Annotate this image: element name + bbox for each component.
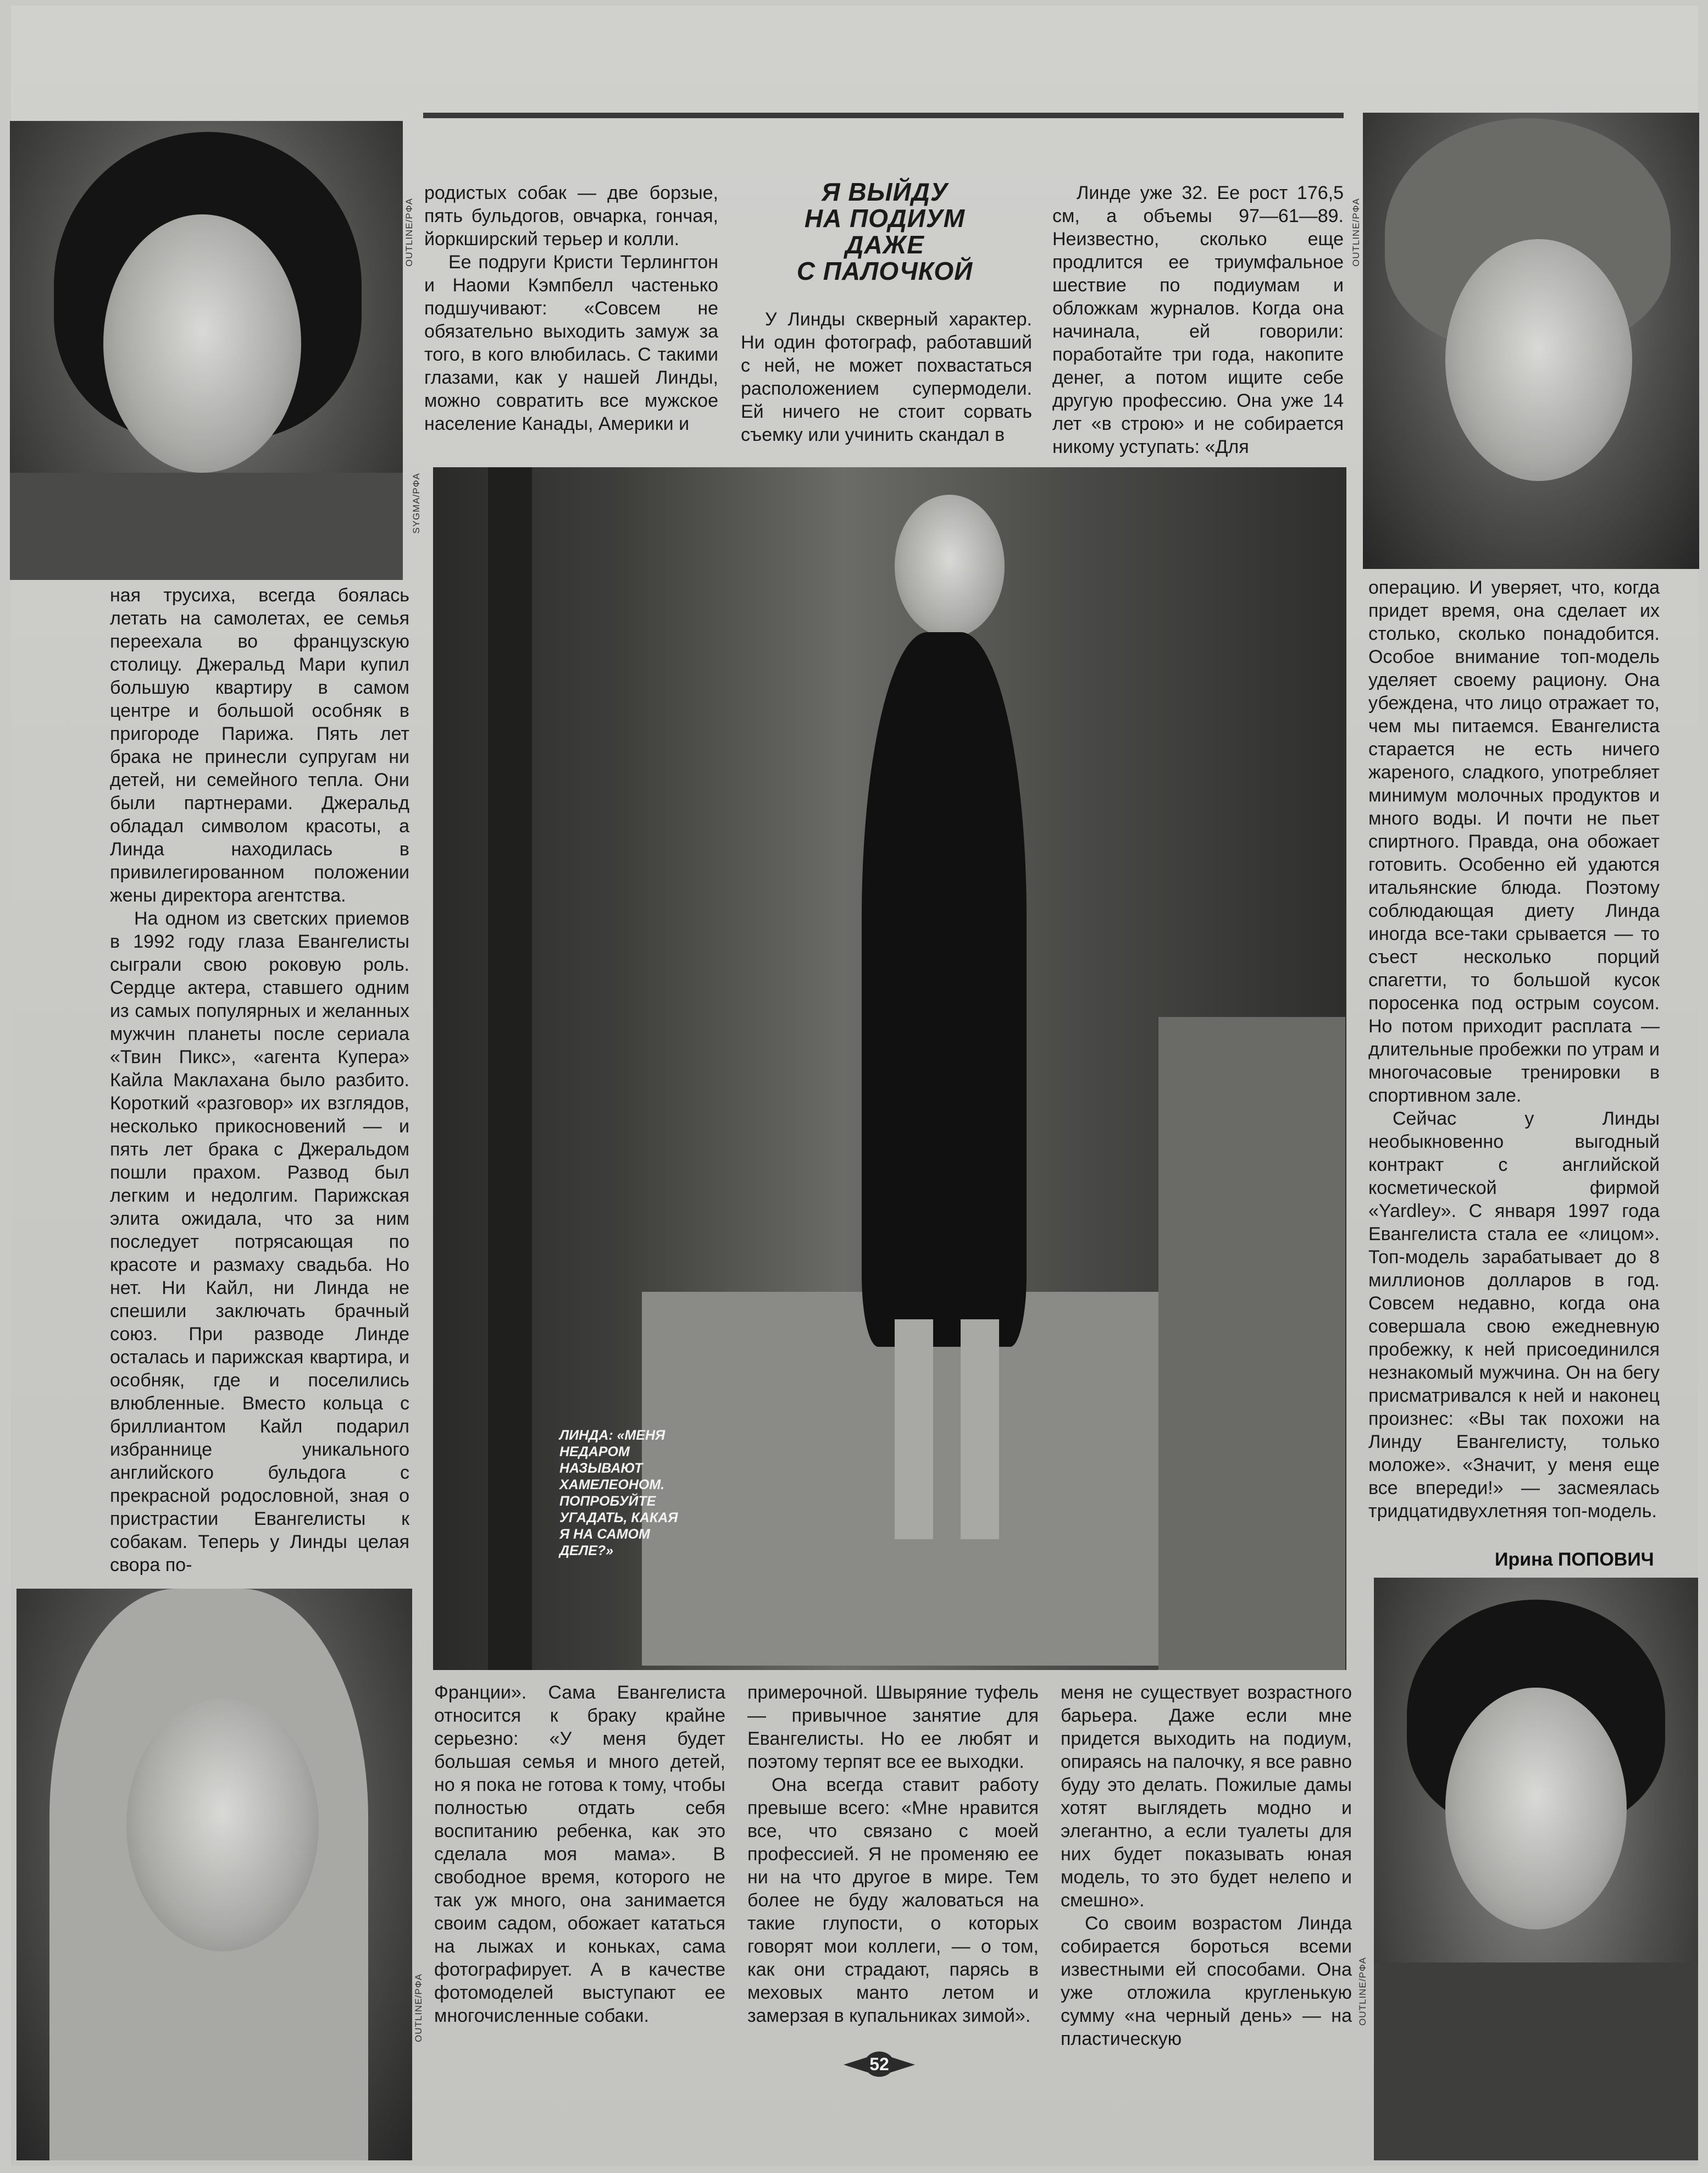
- photo-credit-top-left: OUTLINE/PФA: [404, 198, 414, 267]
- page-number-emblem: [844, 2045, 915, 2083]
- paragraph: операцию. И уверяет, что, когда придет время, она сделает их столько, сколько понадобится. Особое внимание топ-модель уделяет своему рациону. Она убеждена, что лицо отражает то, чем мы питаемся. Евангелиста старается не есть ничего жареного, сладкого, употребляет минимум молочных продуктов и много воды. И почти не пьет спиртного. Правда, она обожает готовить. Особенно ей удаются итальянские блюда. Поэтому соблюдающая диету Линда иногда все-таки срывается — то съест несколько порций спагетти, то большой кусок поросенка под острым соусом. Но потом приходит расплата — длительные пробежки по утрам и многочасовые тренировки в спортивном зале.: [1368, 577, 1660, 1106]
- text-column-right: [1368, 576, 1660, 1523]
- photo-credit-bottom-left: OUTLINE/PФA: [413, 1973, 424, 2043]
- article-author: Ирина ПОПОВИЧ: [1495, 1549, 1654, 1570]
- paragraph: примерочной. Швыряние туфель — привычное занятие для Евангелисты. Но ее любят и поэтому терпят все ее выходки.: [747, 1682, 1039, 1772]
- paragraph: ная трусиха, всегда боялась летать на самолетах, ее семья переехала во французскую столицу. Джеральд Мари купил большую квартиру в самом центре и большой особняк в пригороде Парижа. Пять лет брака не принесли супругам ни детей, ни семейного тепла. Они были партнерами. Джеральд обладал символом красоты, а Линда находилась в привилегированном положении жены директора агентства.: [110, 585, 409, 906]
- text-column-top-2: [741, 308, 1032, 446]
- paragraph: Линде уже 32. Ее рост 176,5 см, а объемы 97—61—89. Неизвестно, сколько еще продлится ее триумфальное шествие по подиумам и обложкам журналов. Когда она начинала, ей говорили: поработайте три года, накопите денег, а потом ищите себе другую профессию. Она уже 14 лет «в строю» и не собирается никому уступать: «Для: [1052, 183, 1344, 457]
- photo-top-right-portrait: [1363, 113, 1699, 569]
- paragraph: Она всегда ставит работу превыше всего: «Мне нравится все, что связано с моей профессией. Я не променяю ее ни на что другое в мире. Тем более не буду жаловаться на такие глупости, о которых говорят мои коллеги, — о том, как они страдают, парясь в меховых манто летом и замерзая в купальниках зимой».: [747, 1774, 1039, 2026]
- text-column-bottom-2: [747, 1681, 1039, 2027]
- photo-credit-bottom-right: OUTLINE/PФA: [1357, 1957, 1368, 2026]
- paragraph: У Линды скверный характер. Ни один фотограф, работавший с ней, не может похвастаться расположением супермодели. Ей ничего не стоит сорвать съемку или учинить скандал в: [741, 309, 1032, 445]
- paragraph: Ее подруги Кристи Терлингтон и Наоми Кэмпбелл частенько подшучивают: «Совсем не обязательно выходить замуж за того, в кого влюбилась. С такими глазами, как у нашей Линды, можно совратить все мужское население Канады, Америки и: [424, 252, 718, 434]
- headline-line-4: С ПАЛОЧКОЙ: [796, 257, 973, 285]
- paragraph: Со своим возрастом Линда собирается бороться всеми известными ей способами. Она уже отложила кругленькую сумму «на черный день» — на пластическую: [1061, 1913, 1352, 2049]
- main-photo-caption: ЛИНДА: «МЕНЯ НЕДАРОМ НАЗЫВАЮТ ХАМЕЛЕОНОМ. ПОПРОБУЙТЕ УГАДАТЬ, КАКАЯ Я НА САМОМ ДЕЛЕ?»: [559, 1428, 678, 1558]
- article-headline: [780, 179, 989, 284]
- paragraph: родистых собак — две борзые, пять бульдогов, овчарка, гончая, йоркширский терьер и колли.: [424, 183, 718, 250]
- photo-bottom-left-portrait: [16, 1589, 412, 2160]
- paragraph: На одном из светских приемов в 1992 году глаза Евангелисты сыграли свою роковую роль. Сердце актера, ставшего одним из самых популярных и желанных мужчин планеты после сериала «Твин Пикс», «агента Купера» Кайла Маклахана было разбито. Короткий «разговор» их взглядов, несколько прикосновений — и пять лет брака с Джеральдом пошли прахом. Развод был легким и недолгим. Парижская элита ожидала, что за ним последует потрясающая по красоте и размаху свадьба. Но нет. Ни Кайл, ни Линда не спешили заключать брачный союз. При разводе Линде осталась и парижская квартира, и особняк, где и поселились влюбленные. Вместо кольца с бриллиантом Кайл подарил избраннице уникального английского бульдога с прекрасной родословной, зная о пристрастии Евангелисты к собакам. Теперь у Линды целая свора по-: [110, 908, 409, 1575]
- text-column-bottom-3: [1061, 1681, 1352, 2050]
- paragraph: меня не существует возрастного барьера. Даже если мне придется выходить на подиум, опираясь на палочку, я все равно буду это делать. Пожилые дамы хотят выглядеть модно и элегантно, а если туалеты для них будет показывать юная модель, то это будет нелепо и смешно».: [1061, 1682, 1352, 1911]
- page-number: 52: [864, 2052, 894, 2077]
- text-column-bottom-1: [434, 1681, 725, 2027]
- photo-top-left-portrait: [10, 121, 403, 580]
- paragraph: Сейчас у Линды необыкновенно выгодный контракт с английской косметической фирмой «Yardley». С января 1997 года Евангелиста стала ее «лицом». Топ-модель зарабатывает до 8 миллионов долларов в год. Совсем недавно, когда она совершала свою ежедневную пробежку, к ней присоединился незнакомый мужчина. Он на бегу присматривался к ней и наконец произнес: «Вы так похожи на Линду Евангелисту, только моложе». «Значит, у меня еще все впереди!» — засмеялась тридцатидвухлетняя топ-модель.: [1368, 1108, 1660, 1522]
- paragraph: Франции». Сама Евангелиста относится к браку крайне серьезно: «У меня будет большая семья и много детей, но я пока не готова к тому, чтобы полностью отдать себя воспитанию ребенка, как это сделала моя мама». В свободное время, которого не так уж много, она занимается своим садом, обожает кататься на лыжах и коньках, сама фотографирует. А в качестве фотомоделей выступают ее многочисленные собаки.: [434, 1682, 725, 2026]
- top-rule: [423, 113, 1344, 118]
- text-column-left: [110, 584, 409, 1577]
- headline-line-2: НА ПОДИУМ: [804, 204, 966, 233]
- text-column-top-1: [424, 181, 718, 435]
- page-number-right-wing: [891, 2057, 915, 2072]
- photo-credit-top-right: OUTLINE/PФA: [1351, 198, 1361, 267]
- text-column-top-3: [1052, 181, 1344, 458]
- headline-line-3: ДАЖЕ: [845, 230, 924, 259]
- headline-line-1: Я ВЫЙДУ: [822, 178, 948, 206]
- photo-credit-main: SYGMA/PФA: [411, 473, 422, 534]
- photo-bottom-right-portrait: [1374, 1578, 1698, 2160]
